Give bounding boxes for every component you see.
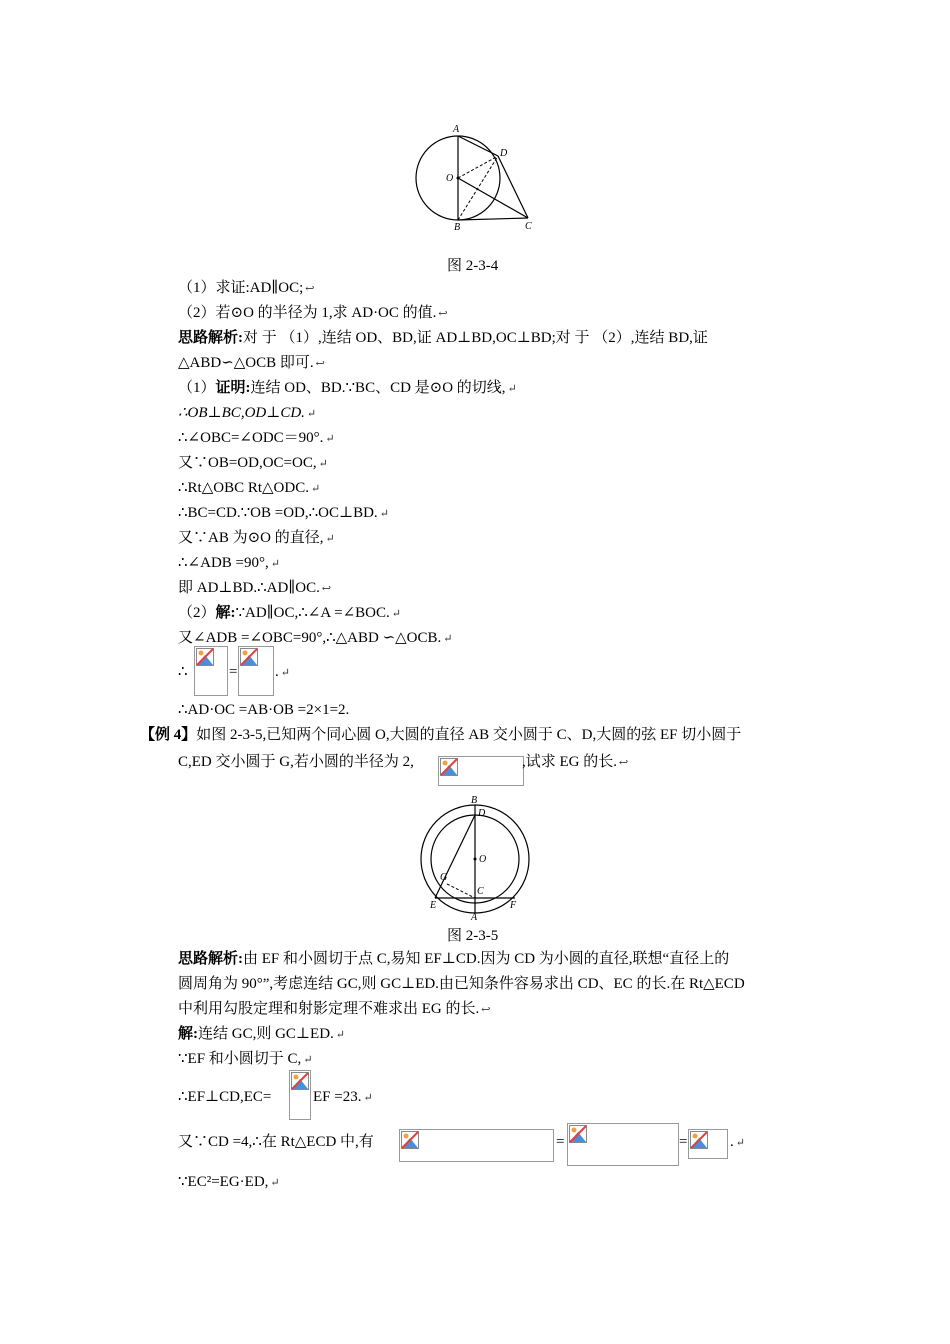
segment-ad xyxy=(458,136,498,156)
solution-2-line-1: （2）解:∵AD∥OC,∴∠A =∠BOC. ↵ xyxy=(178,605,401,621)
proof-result: ∴AD·OC =AB·OB =2×1=2. xyxy=(178,702,350,718)
center-dot xyxy=(457,177,460,180)
broken-image-result xyxy=(688,1129,728,1159)
analysis-1-line-2: △ABD∽△OCB 即可. ↩ xyxy=(178,355,325,371)
label-c: C xyxy=(477,886,484,897)
label-b: B xyxy=(471,795,478,806)
paragraph-mark-icon: ↩ xyxy=(481,1004,491,1016)
analysis-2-line-1: 思路解析:由 EF 和小圆切于点 C,易知 EF⊥CD.因为 CD 为小圆的直径,联想“直径上的 xyxy=(178,951,730,967)
segment-od-dashed xyxy=(458,156,498,178)
example-4-line-2b: ,试求 EG 的长. ↩ xyxy=(522,754,629,770)
broken-image-fraction-1 xyxy=(194,646,228,696)
broken-image-half xyxy=(289,1070,311,1120)
solution-2-line-2: 又∠ADB =∠OBC=90°,∴△ABD ∽△OCB. ↵ xyxy=(178,630,453,646)
broken-image-sqrt-2 xyxy=(567,1123,679,1166)
proof-line-8: ∴∠ADB =90°, ↵ xyxy=(178,555,280,571)
solution-line-1: 解:连结 GC,则 GC⊥ED. ↵ xyxy=(178,1026,345,1042)
solution-line-5: ∵EC²=EG·ED, ↵ xyxy=(178,1174,280,1190)
ratio-period: . ↵ xyxy=(275,664,290,680)
question-1: （1）求证:AD∥OC; ↩ xyxy=(178,280,315,296)
label-o: O xyxy=(446,173,454,184)
solution-line-3b: EF =23. ↵ xyxy=(313,1089,373,1105)
segment-bd-dashed xyxy=(458,156,498,220)
solution-line-4d: . ↵ xyxy=(730,1134,745,1150)
tangent-dc xyxy=(498,156,528,218)
analysis-2-line-3: 中利用勾股定理和射影定理不难求出 EG 的长. ↩ xyxy=(178,1001,491,1017)
proof-line-9: 即 AD⊥BD.∴AD∥OC. ↩ xyxy=(178,580,332,596)
label-f: F xyxy=(510,900,517,911)
broken-image-icon xyxy=(196,648,214,666)
broken-image-inline-1 xyxy=(438,756,524,786)
label-o: O xyxy=(479,854,487,865)
label-a: A xyxy=(471,912,478,922)
solution-line-4b: = xyxy=(556,1134,565,1150)
paragraph-mark-icon: ↩ xyxy=(438,308,448,320)
paragraph-mark-icon: ↩ xyxy=(315,358,325,370)
label-e: E xyxy=(430,900,437,911)
proof-line-1: （1）证明:连结 OD、BD.∵BC、CD 是⊙O 的切线, ↵ xyxy=(178,380,517,396)
broken-image-fraction-2 xyxy=(238,646,274,696)
proof-line-6: ∴BC=CD.∵OB =OD,∴OC⊥BD. ↵ xyxy=(178,505,389,521)
paragraph-mark-icon: ↩ xyxy=(321,583,332,595)
figure-2-3-4 xyxy=(405,118,545,238)
broken-image-icon xyxy=(440,758,458,776)
figure-caption-1: 图 2-3-4 xyxy=(447,258,499,274)
broken-image-sqrt-1 xyxy=(399,1129,554,1162)
center-dot xyxy=(474,858,477,861)
solution-line-4c: = xyxy=(679,1134,688,1150)
broken-image-icon xyxy=(690,1131,708,1149)
label-b: B xyxy=(454,222,461,233)
label-c: C xyxy=(525,221,532,232)
figure-caption-2: 图 2-3-5 xyxy=(447,928,499,944)
ratio-equals: = xyxy=(229,664,238,680)
figure-2-3-5 xyxy=(418,792,538,922)
proof-line-7: 又∵AB 为⊙O 的直径, ↵ xyxy=(178,530,335,546)
label-a: A xyxy=(453,124,460,135)
solution-line-2: ∵EF 和小圆切于 C, ↵ xyxy=(178,1051,313,1067)
proof-line-5: ∴Rt△OBC Rt△ODC. ↵ xyxy=(178,480,321,496)
segment-ed xyxy=(435,815,475,898)
analysis-2-line-2: 圆周角为 90°”,考虑连结 GC,则 GC⊥ED.由已知条件容易求出 CD、EC 的长.在 Rt△ECD xyxy=(178,976,745,992)
solution-line-4a: 又∵CD =4,∴在 Rt△ECD 中,有 xyxy=(178,1134,374,1150)
paragraph-mark-icon: ↩ xyxy=(619,757,629,769)
broken-image-icon xyxy=(240,648,258,666)
segment-oc xyxy=(458,178,528,218)
proof-line-2: ∴OB⊥BC,OD⊥CD. ↵ xyxy=(178,405,317,421)
broken-image-icon xyxy=(401,1131,419,1149)
example-4-line-2a: C,ED 交小圆于 G,若小圆的半径为 2, xyxy=(178,754,414,770)
paragraph-mark-icon: ↩ xyxy=(305,283,315,295)
label-d: D xyxy=(478,808,486,819)
proof-line-4: 又∵OB=OD,OC=OC, ↵ xyxy=(178,455,328,471)
broken-image-icon xyxy=(569,1125,587,1143)
proof-line-3: ∴∠OBC=∠ODC＝90°. ↵ xyxy=(178,430,335,446)
ratio-line-prefix: ∴ xyxy=(178,664,188,680)
solution-line-3a: ∴EF⊥CD,EC= xyxy=(178,1089,272,1105)
label-g: G xyxy=(440,872,448,883)
broken-image-icon xyxy=(291,1072,309,1090)
analysis-1-line-1: 思路解析:对 于 （1）,连结 OD、BD,证 AD⊥BD,OC⊥BD;对 于 （2）,连结 BD,证 xyxy=(178,330,708,346)
question-2: （2）若⊙O 的半径为 1,求 AD·OC 的值. ↩ xyxy=(178,305,448,321)
example-4-line-1: 【例 4】如图 2-3-5,已知两个同心圆 O,大圆的直径 AB 交小圆于 C、D,大圆的弦 EF 切小圆于 xyxy=(140,727,742,743)
label-d: D xyxy=(500,148,508,159)
